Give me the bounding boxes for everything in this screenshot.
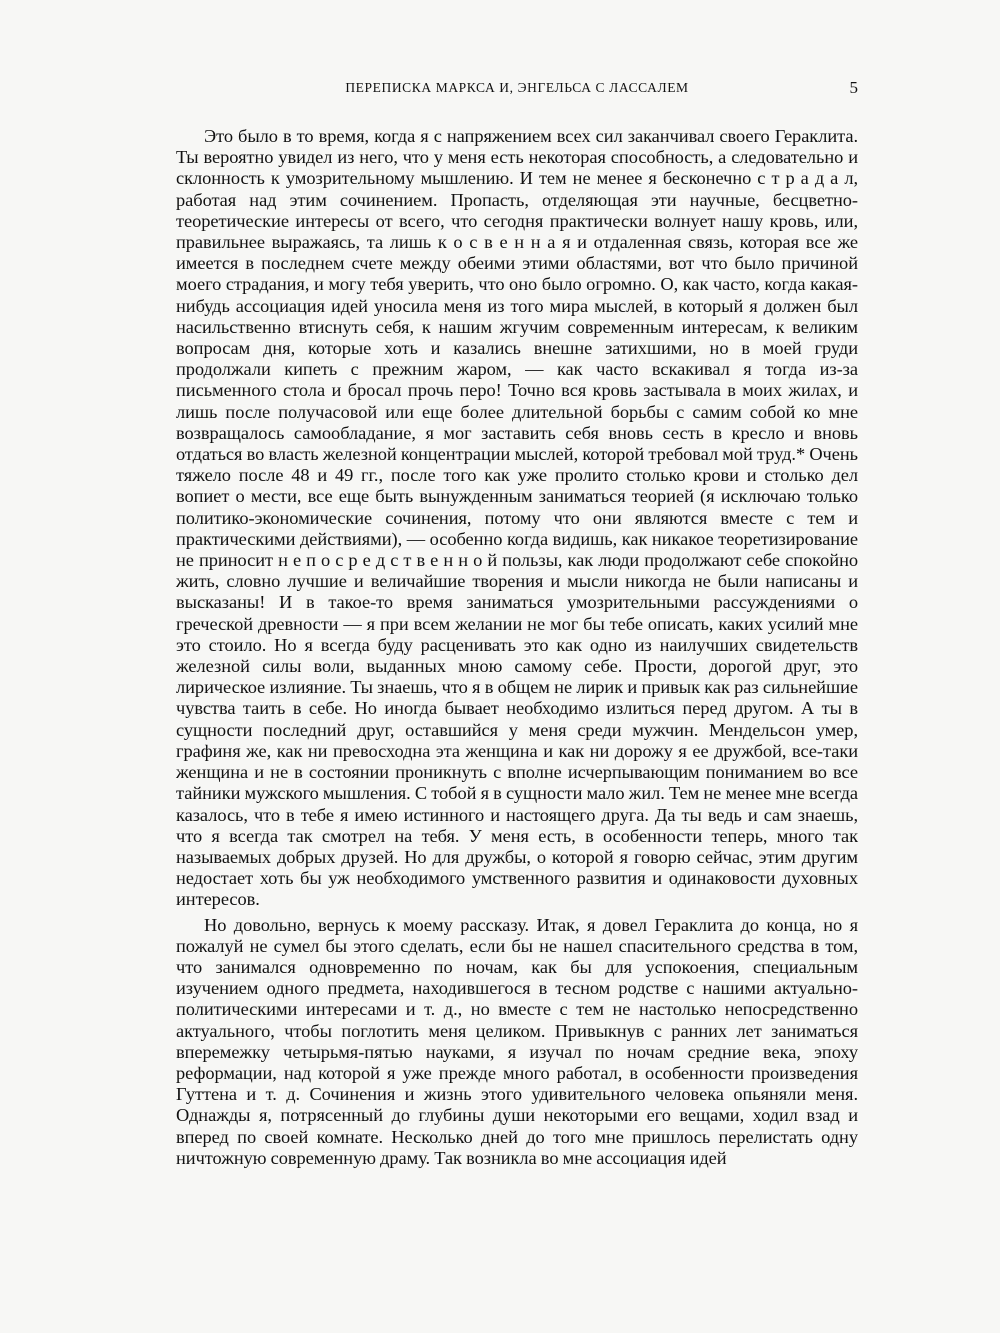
running-title: ПЕРЕПИСКА МАРКСА И, ЭНГЕЛЬСА С ЛАССАЛЕМ bbox=[345, 80, 689, 95]
paragraph-2: Но довольно, вернусь к моему рассказу. Итак, я довел Гераклита до конца, но я пожалуй не сумел бы этого сделать, если бы не нашел спасительного средства в том, что занимался одновременно по ночам, как бы для успокоения, специальным изучением одного предмета, находившегося в тесном родстве с нашими актуально-политическими интересами и т. д., но вместе с тем не настолько непосредственно актуального, чтобы поглотить меня целиком. Привыкнув с ранних лет заниматься вперемежку четырьмя-пятью науками, я изучал по ночам средние века, эпоху реформации, над которой я уже прежде много работал, в особенности произведения Гуттена и т. д. Сочинения и жизнь этого удивительного человека опьяняли меня. Однажды я, потрясенный до глубины души некоторыми его вещами, ходил взад и вперед по своей комнате. Несколько дней до того мне пришлось перелистать одну ничтожную современную драму. Так возникла во мне ассоциация идей bbox=[176, 914, 858, 1168]
paragraph-1: Это было в то время, когда я с напряжением всех сил заканчивал своего Гераклита. Ты вероятно увидел из него, что у меня есть некоторая способность, а следовательно и склонность к умозрительному мышлению. И тем не менее я бесконечно с т р а д а л, работая над этим сочинением. Пропасть, отделяющая эти научные, бесцветно-теоретические интересы от всего, что сегодня практически волнует нашу кровь, или, правильнее выражаясь, та лишь к о с в е н н а я и отдаленная связь, которая все же имеется в последнем счете между обеими этими областями, вот что было причиной моего страдания, и могу тебя уверить, что оно было огромно. О, как часто, когда какая-нибудь ассоциация идей уносила меня из того мира мыслей, в который я должен был насильственно втиснуть себя, к нашим жгучим современным интересам, к великим вопросам дня, которые хоть и казались внешне затихшими, но в моей груди продолжали кипеть с прежним жаром, — как часто вскакивал я тогда из-за письменного стола и бросал прочь перо! Точно вся кровь застывала в моих жилах, и лишь после получасовой или еще более длительной борьбы с самим собой ко мне возвращалось самообладание, я мог заставить себя вновь сесть в кресло и вновь отдаться во власть железной концентрации мыслей, которой требовал мой труд.* Очень тяжело после 48 и 49 гг., после того как уже пролито столько крови и столько дел вопиет о мести, все еще быть вынужденным заниматься теорией (я исключаю только политико-экономические сочинения, потому что они являются вместе с тем и практическими действиями), — особенно когда видишь, как никакое теоретизирование не приносит н е п о с р е д с т в е н н о й пользы, как люди продолжают себе спокойно жить, словно лучшие и величайшие творения и мысли никогда не были написаны и высказаны! И в такое-то время заниматься умозрительными рассуждениями о греческой древности — я при всем желании не мог бы тебе описать, каких усилий мне это стоило. Но я всегда буду расценивать это как одно из наилучших свидетельств железной силы воли, выданных мною самому себе. Прости, дорогой друг, это лирическое излияние. Ты знаешь, что я в общем не лирик и привык как раз сильнейшие чувства таить в себе. Но иногда бывает необходимо излиться перед другом. А ты в сущности последний друг, оставшийся у меня среди мужчин. Мендельсон умер, графиня же, как ни превосходна эта женщина и как ни дорожу я ее дружбой, все-таки женщина и не в состоянии проникнуть с вполне исчерпывающим пониманием во все тайники мужского мышления. С тобой я в сущности мало жил. Тем не менее мне всегда казалось, что в тебе я имею истинного и настоящего друга. Да ты ведь и сам знаешь, что я всегда так смотрел на тебя. У меня есть, в особенности теперь, много так называемых добрых друзей. Но для дружбы, о которой я говорю сейчас, этим другим недостает хоть бы уж необходимого умственного развития и одинаковости духовных интересов. bbox=[176, 126, 858, 910]
body-text bbox=[176, 126, 858, 1169]
page-number: 5 bbox=[849, 78, 858, 97]
running-header bbox=[176, 80, 858, 104]
